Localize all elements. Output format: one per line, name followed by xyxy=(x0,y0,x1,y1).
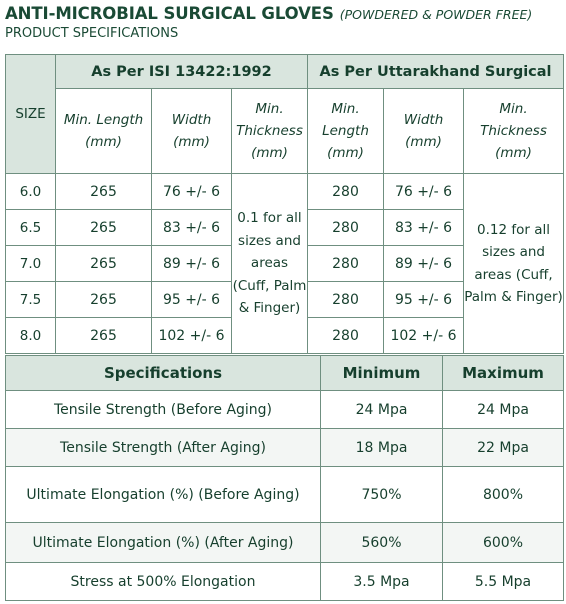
isi-width-cell: 76 +/- 6 xyxy=(152,174,232,210)
isi-width-cell: 89 +/- 6 xyxy=(152,246,232,282)
table-row xyxy=(6,391,564,429)
size-cell: 7.5 xyxy=(6,282,56,318)
spec-name-cell: Ultimate Elongation (%) (Before Aging) xyxy=(6,467,321,523)
size-header: SIZE xyxy=(6,55,56,174)
isi-width-cell: 83 +/- 6 xyxy=(152,210,232,246)
u-min-length-header: Min. Length (mm) xyxy=(308,89,384,174)
u-length-cell: 280 xyxy=(308,174,384,210)
size-cell: 6.5 xyxy=(6,210,56,246)
isi-group-header: As Per ISI 13422:1992 xyxy=(56,55,308,89)
u-thickness-cell: 0.12 for all sizes and areas (Cuff, Palm & Finger) xyxy=(464,174,564,354)
size-cell: 7.0 xyxy=(6,246,56,282)
u-min-thickness-header: Min. Thickness (mm) xyxy=(464,89,564,174)
title-main: ANTI-MICROBIAL SURGICAL GLOVES xyxy=(5,4,334,23)
spec-min-cell: 750% xyxy=(321,467,443,523)
mechanical-spec-table xyxy=(5,355,564,601)
spec-max-cell: 800% xyxy=(443,467,564,523)
u-width-header: Width (mm) xyxy=(384,89,464,174)
spec-max-cell: 24 Mpa xyxy=(443,391,564,429)
u-length-cell: 280 xyxy=(308,282,384,318)
specifications-header: Specifications xyxy=(6,356,321,391)
isi-length-cell: 265 xyxy=(56,318,152,354)
isi-min-length-header: Min. Length (mm) xyxy=(56,89,152,174)
size-spec-table xyxy=(5,54,564,354)
spec-name-cell: Tensile Strength (Before Aging) xyxy=(6,391,321,429)
u-width-cell: 102 +/- 6 xyxy=(384,318,464,354)
document-title xyxy=(5,4,532,23)
isi-width-header: Width (mm) xyxy=(152,89,232,174)
isi-length-cell: 265 xyxy=(56,282,152,318)
u-width-cell: 95 +/- 6 xyxy=(384,282,464,318)
spec-max-cell: 5.5 Mpa xyxy=(443,563,564,601)
title-note: (POWDERED & POWDER FREE) xyxy=(339,7,533,22)
document-subtitle: PRODUCT SPECIFICATIONS xyxy=(5,26,179,41)
size-cell: 8.0 xyxy=(6,318,56,354)
uttarakhand-group-header: As Per Uttarakhand Surgical xyxy=(308,55,564,89)
table-row xyxy=(6,174,564,210)
isi-min-thickness-header: Min. Thickness (mm) xyxy=(232,89,308,174)
u-length-cell: 280 xyxy=(308,318,384,354)
spec-min-cell: 18 Mpa xyxy=(321,429,443,467)
table-row xyxy=(6,429,564,467)
size-cell: 6.0 xyxy=(6,174,56,210)
table-row xyxy=(6,467,564,523)
table-row xyxy=(6,563,564,601)
spec-min-cell: 3.5 Mpa xyxy=(321,563,443,601)
isi-length-cell: 265 xyxy=(56,210,152,246)
minimum-header: Minimum xyxy=(321,356,443,391)
spec-name-cell: Stress at 500% Elongation xyxy=(6,563,321,601)
table-row xyxy=(6,523,564,563)
spec-name-cell: Ultimate Elongation (%) (After Aging) xyxy=(6,523,321,563)
u-length-cell: 280 xyxy=(308,210,384,246)
isi-length-cell: 265 xyxy=(56,246,152,282)
spec-max-cell: 600% xyxy=(443,523,564,563)
spec-name-cell: Tensile Strength (After Aging) xyxy=(6,429,321,467)
u-width-cell: 76 +/- 6 xyxy=(384,174,464,210)
isi-width-cell: 95 +/- 6 xyxy=(152,282,232,318)
maximum-header: Maximum xyxy=(443,356,564,391)
u-length-cell: 280 xyxy=(308,246,384,282)
spec-min-cell: 560% xyxy=(321,523,443,563)
spec-min-cell: 24 Mpa xyxy=(321,391,443,429)
u-width-cell: 89 +/- 6 xyxy=(384,246,464,282)
isi-width-cell: 102 +/- 6 xyxy=(152,318,232,354)
spec-max-cell: 22 Mpa xyxy=(443,429,564,467)
u-width-cell: 83 +/- 6 xyxy=(384,210,464,246)
isi-length-cell: 265 xyxy=(56,174,152,210)
isi-thickness-cell: 0.1 for all sizes and areas (Cuff, Palm & Finger) xyxy=(232,174,308,354)
